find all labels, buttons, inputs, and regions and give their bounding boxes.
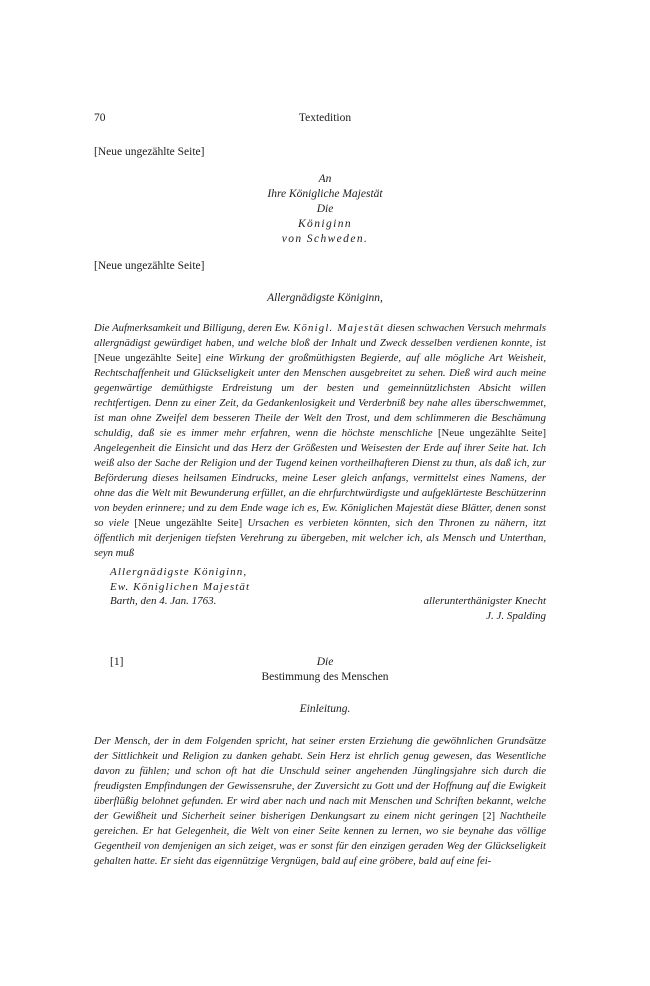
section-title: Bestimmung des Menschen — [261, 671, 389, 683]
signature-block — [380, 594, 546, 623]
letter-paragraph — [94, 321, 546, 561]
letter-text: Die Aufmerksamkeit und Billigung, deren Ew. — [94, 322, 291, 334]
page-number: 70 — [94, 112, 106, 124]
page-marker: [2] — [482, 810, 496, 822]
editorial-note: [Neue ungezählte Seite] — [94, 260, 205, 272]
closing-line: Allergnädigste Königinn, — [110, 566, 248, 578]
closing-line: allerunterthänigster Knecht — [423, 595, 546, 607]
letter-text: Angelegenheit die Einsicht und das Herz der Größesten und Weisesten der Erde auf ihrer Seite hat. Ich weiß also der Sache der Religion und der Tugend keinen vortheilhafteren Dienst zu thun, als daß ich, zur Beförderung dieses heilsamen Eindrucks, meine Leser gleich anfangs, vermittelst eines Namens, der ohne das die Welt mit Bewunderung erfüllet, an die ehrfurchtwürdigste und aufgeklärteste Beschützerinn von beyden erinnere; und zu dem Ende wage ich es, Ew. Königlichen Majestät diese Blätter, denen sonst so viele — [94, 442, 546, 529]
intro-paragraph — [94, 734, 546, 869]
letter-text: diesen schwachen Versuch mehrmals allergnädigst gewürdiget haben, und welche bloß der Inhalt und Zweck desselben verdienen konnte, ist — [94, 322, 547, 349]
dedication-line: von Schweden. — [281, 233, 369, 245]
letter-text-spaced: Königl. Majestät — [293, 322, 385, 334]
section-title: Die — [316, 656, 334, 668]
dedication-line: An — [318, 173, 332, 185]
dedication-line: Ihre Königliche Majestät — [267, 188, 383, 200]
editorial-note: [Neue ungezählte Seite] — [134, 517, 243, 529]
editorial-note: [Neue ungezählte Seite] — [94, 146, 205, 158]
signature: J. J. Spalding — [486, 609, 546, 622]
dedication-line: Königinn — [297, 218, 352, 230]
section-subtitle: Einleitung. — [299, 703, 351, 715]
closing-line: Ew. Königlichen Majestät — [110, 580, 251, 593]
intro-text: Der Mensch, der in dem Folgenden spricht, hat seiner ersten Erziehung die gewöhnlichen Grundsätze der Sittlichkeit und Religion zu danken gehabt. Sein Herz ist ehrlich genug gewesen, das Wesentliche davon zu fühlen; und schon oft hat die Unschuld seiner angehenden Jünglingsjahre sich durch die freudigsten Empfindungen der Gewissensruhe, der Zuversicht zu Gott und der Hoffnung auf die Ewigkeit überflüßig belohnet gefunden. Er wird aber nach und nach mit Menschen und Schriften bekannt, welche der Gewißheit und Sicherheit seiner bisherigen Denkungsart zu einem nicht geringen — [94, 735, 546, 822]
intro-text: Nachtheile gereichen. Er hat Gelegenheit, die Welt von einer Seite kennen zu lernen, wo sie beynahe das völlige Gegentheil von demjenigen an sich zeiget, was er sonst für den einzigen geraden Weg der Glückseligkeit gehalten hatte. Er sieht das eigennützige Vergnügen, bald auf eine gröbere, bald auf eine fei- — [94, 810, 547, 867]
letter-text: Ursachen es verbieten könnten, sich den Thronen zu nähern, itzt öffentlich mit derjenigen tiefsten Verehrung zu übergeben, mit welcher ich, als Mensch und Unterthan, seyn muß — [94, 517, 547, 559]
closing-date: Barth, den 4. Jan. 1763. — [110, 595, 217, 607]
dedication — [0, 172, 650, 247]
running-title: Textedition — [298, 112, 352, 124]
dedication-line: Die — [316, 203, 334, 215]
page-marker: [1] — [110, 656, 124, 668]
editorial-note: [Neue ungezählte Seite] — [437, 427, 547, 439]
closing-block — [110, 565, 350, 609]
letter-text: eine Wirkung der großmüthigsten Begierde, auf alle mögliche Art Weisheit, Rechtschaffenheit und Glückseligkeit unter den Menschen ausgebreitet zu sehen. Dieß wird auch meine gegenwärtige demüthigste Erdreistung um der besten und gemeinnützlichsten Absicht willen rechtfertigen. Denn zu einer Zeit, da Gedankenlosigkeit und Verderbniß bey nahe alles überschwemmet, ist man ohne Zweifel dem besseren Theile der Welt den Trost, und dem schlimmeren die Beschämung schuldig, daß sie es immer mehr erfahren, wenn die höchste menschliche — [94, 352, 547, 439]
editorial-note: [Neue ungezählte Seite] — [94, 352, 201, 364]
salutation: Allergnädigste Königinn, — [267, 292, 383, 304]
